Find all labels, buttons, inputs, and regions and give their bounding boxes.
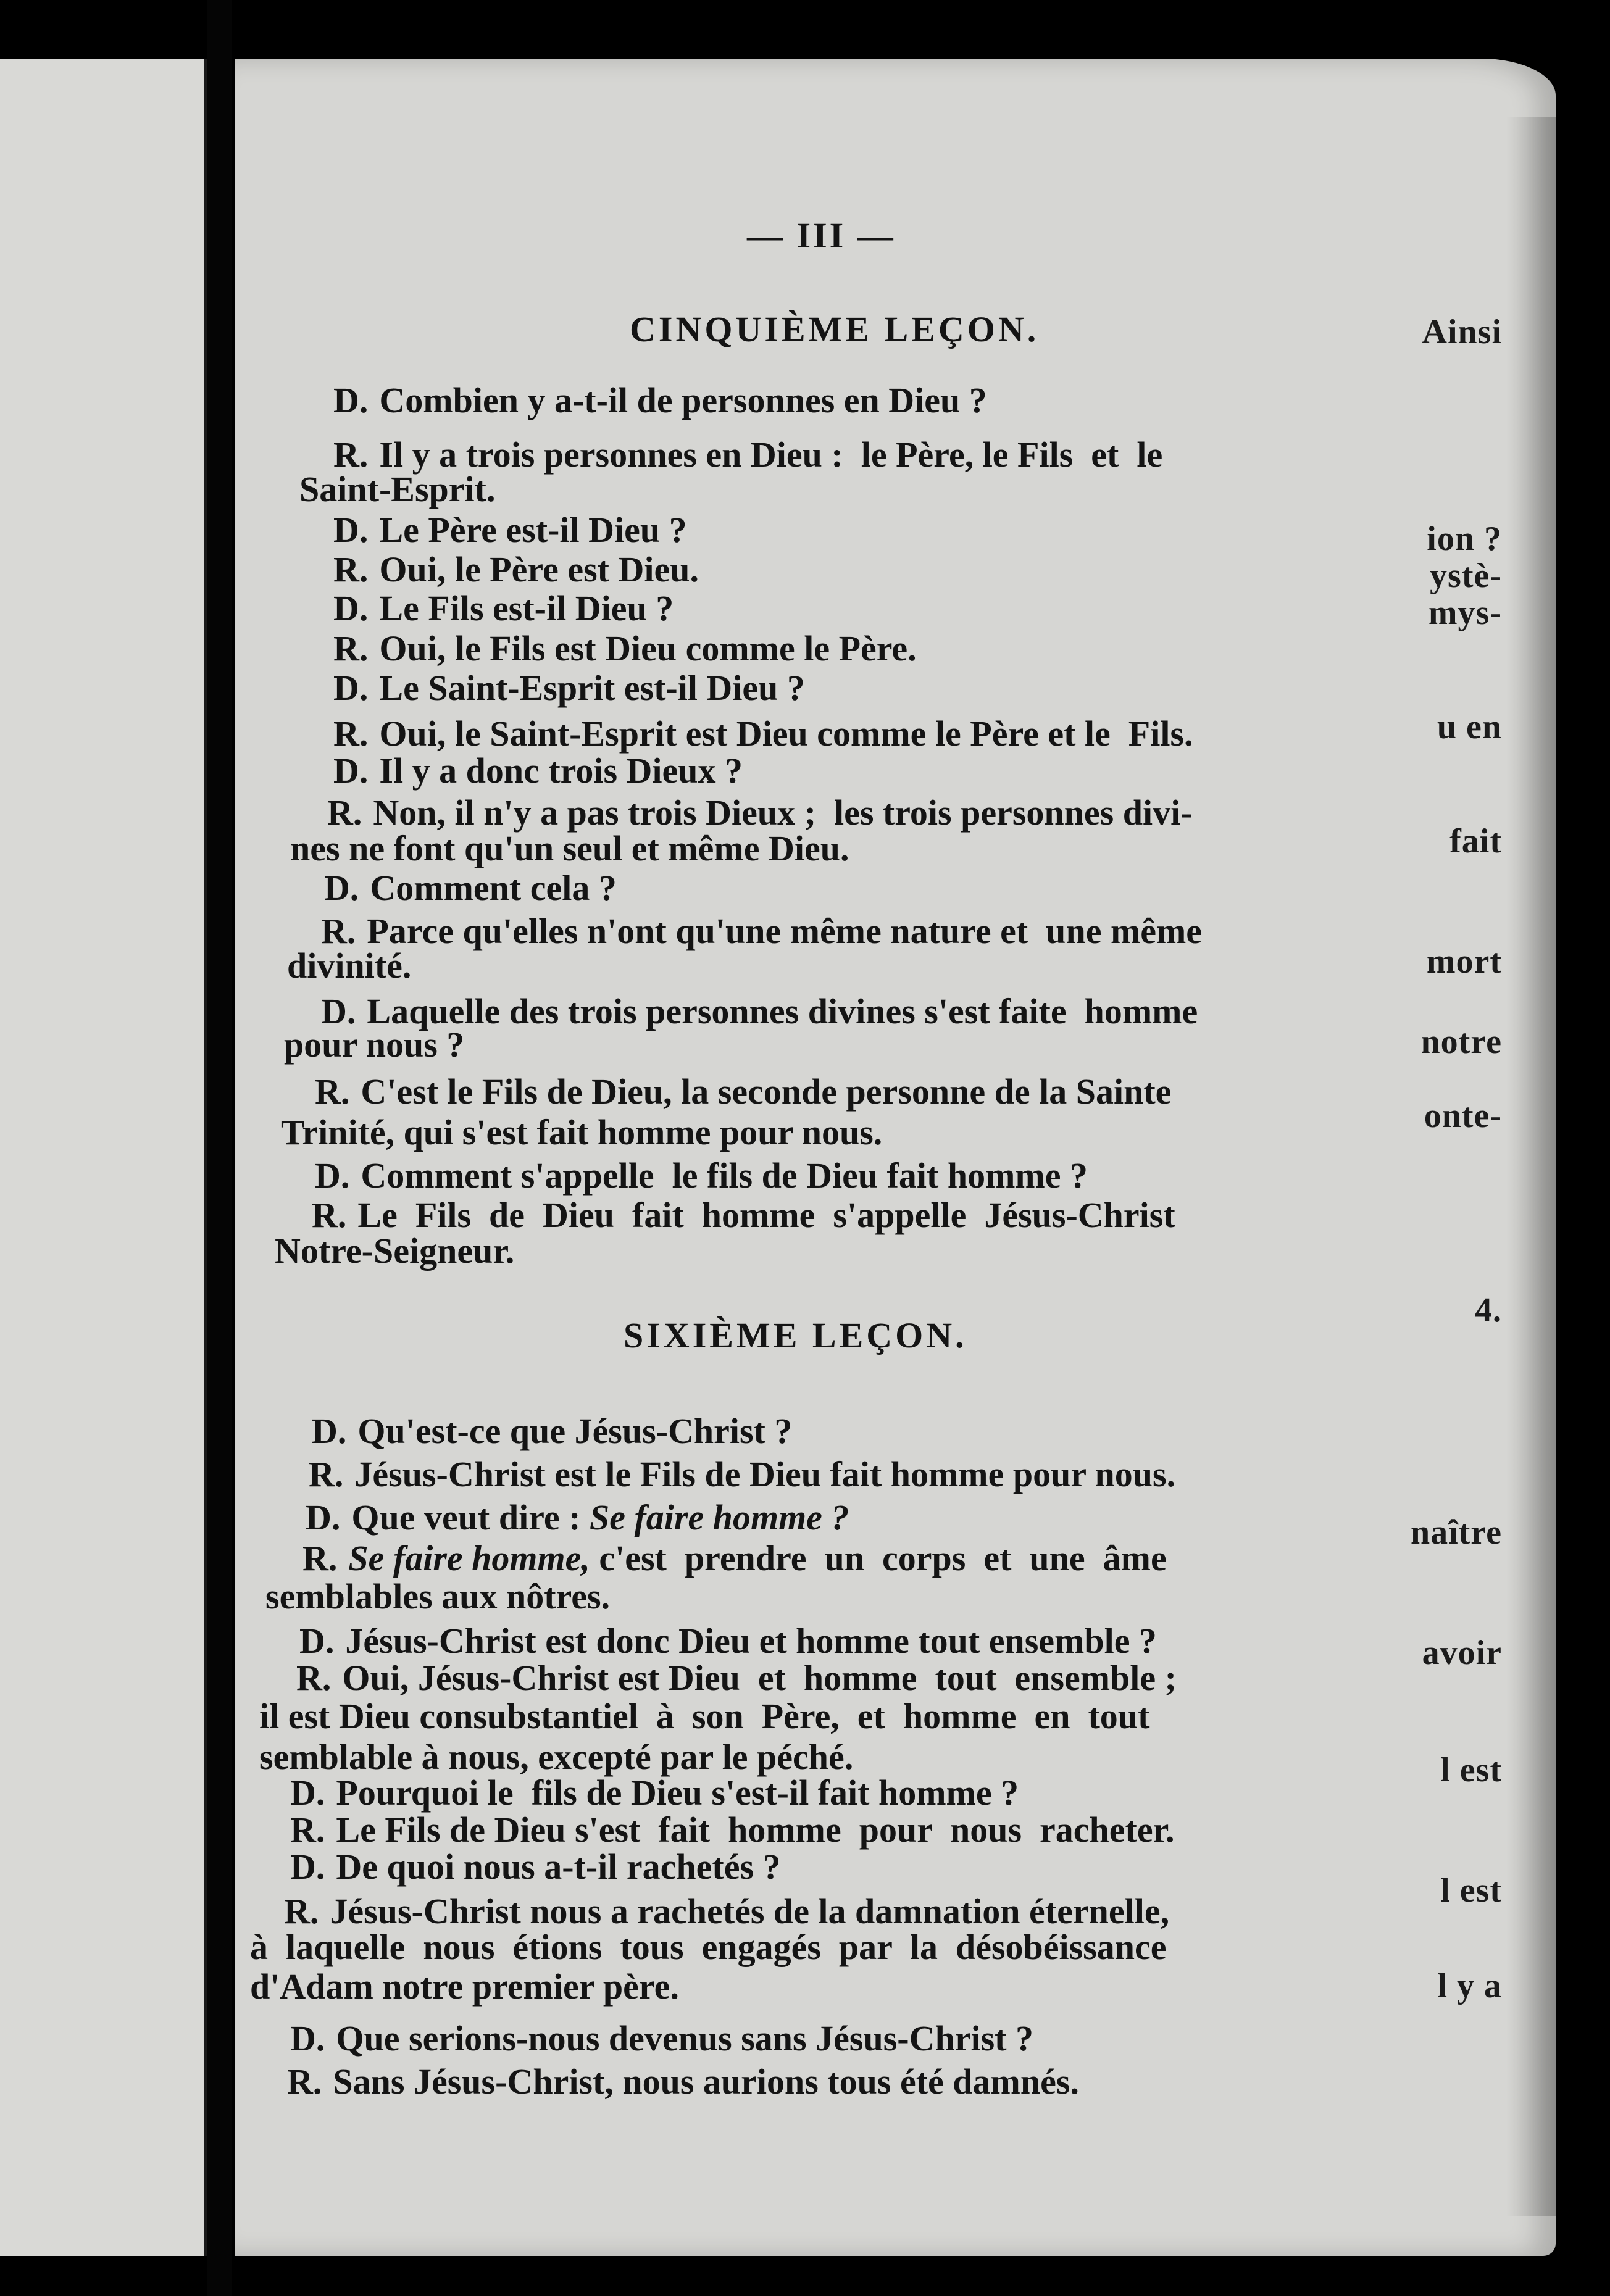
catechism-line	[265, 1576, 611, 1616]
catechism-line	[333, 437, 1162, 473]
line-text: Que serions-nous devenus sans Jésus-Christ ?	[336, 2018, 1033, 2058]
left-page-fragment: notre	[1420, 1023, 1502, 1061]
line-text: Sans Jésus-Christ, nous aurions tous été damnés.	[333, 2061, 1079, 2102]
line-text: Il y a donc trois Dieux ?	[379, 751, 743, 791]
catechism-line	[309, 1454, 1176, 1494]
line-label: R.	[290, 1810, 325, 1850]
catechism-line	[290, 1775, 1019, 1811]
line-text: Notre-Seigneur.	[275, 1231, 515, 1271]
line-text: Oui, le Père est Dieu.	[379, 549, 699, 589]
line-label: D.	[321, 991, 356, 1031]
catechism-line	[290, 1812, 1175, 1848]
line-label: R.	[327, 792, 362, 833]
lesson-title: CINQUIÈME LEÇON.	[630, 309, 1040, 349]
catechism-line	[281, 1112, 883, 1152]
left-page-fragment: onte-	[1424, 1097, 1502, 1135]
line-label: R.	[309, 1454, 344, 1494]
catechism-line	[290, 2018, 1033, 2058]
line-label: D.	[290, 1773, 325, 1813]
catechism-line	[299, 469, 496, 509]
line-label: D.	[306, 1497, 341, 1537]
left-page-fragment: mys-	[1428, 594, 1502, 632]
catechism-line	[284, 1027, 464, 1063]
catechism-line	[250, 1929, 1167, 1965]
line-label: D.	[333, 751, 369, 791]
line-text: De quoi nous a-t-il rachetés ?	[336, 1847, 781, 1887]
catechism-line	[259, 1739, 853, 1775]
lesson-title: SIXIÈME LEÇON.	[624, 1315, 967, 1355]
line-label: D.	[333, 510, 369, 550]
line-text: à laquelle nous étions tous engagés par la désobéissance	[250, 1927, 1167, 1967]
line-text: Le Fils de Dieu s'est fait homme pour nous racheter.	[336, 1810, 1175, 1850]
catechism-line	[333, 549, 699, 589]
catechism-line	[312, 1197, 1175, 1233]
catechism-line	[290, 1849, 781, 1885]
left-page-fragment: l est	[1440, 1751, 1502, 1789]
left-page-fragment: 4.	[1475, 1291, 1502, 1329]
left-page-fragment: Ainsi	[1422, 313, 1502, 351]
line-italic: Se faire homme ?	[589, 1497, 849, 1537]
left-page-fragment: ion ?	[1427, 520, 1502, 558]
catechism-line	[324, 870, 617, 906]
line-label: R.	[302, 1538, 338, 1578]
line-text: c'est prendre un corps et une âme	[590, 1538, 1167, 1578]
catechism-line	[296, 1660, 1177, 1696]
catechism-line	[315, 1155, 1088, 1196]
line-italic-lead: Se faire homme,	[348, 1538, 590, 1578]
catechism-line	[275, 1233, 514, 1269]
line-label: R.	[315, 1071, 350, 1112]
catechism-line	[333, 380, 987, 420]
line-label: R.	[287, 2061, 322, 2102]
line-label: D.	[299, 1621, 335, 1661]
catechism-line	[287, 2061, 1079, 2102]
line-text: C'est le Fils de Dieu, la seconde personne de la Sainte	[361, 1071, 1172, 1112]
catechism-line	[333, 753, 743, 789]
line-text: semblables aux nôtres.	[265, 1576, 611, 1616]
line-label: D.	[333, 380, 369, 420]
line-label: D.	[333, 668, 369, 708]
left-page-fragment: l y a	[1437, 1967, 1502, 2005]
line-label: R.	[284, 1891, 319, 1931]
line-label: R.	[333, 549, 369, 589]
line-text: Qu'est-ce que Jésus-Christ ?	[357, 1411, 793, 1451]
line-text: Oui, le Fils est Dieu comme le Père.	[379, 628, 917, 668]
line-label: D.	[312, 1411, 347, 1451]
catechism-line	[299, 1623, 1157, 1659]
book-gutter	[207, 0, 232, 2296]
catechism-line	[333, 713, 1193, 754]
line-label: R.	[333, 435, 369, 475]
line-label: D.	[333, 588, 369, 628]
line-text: Il y a trois personnes en Dieu : le Père, le Fils et le	[379, 435, 1163, 475]
line-text: Pourquoi le fils de Dieu s'est-il fait homme ?	[336, 1773, 1019, 1813]
left-page-fragment: l est	[1440, 1871, 1502, 1910]
line-text: Jésus-Christ est le Fils de Dieu fait homme pour nous.	[354, 1454, 1176, 1494]
catechism-line	[333, 670, 805, 706]
line-text: Laquelle des trois personnes divines s'est faite homme	[367, 991, 1198, 1031]
catechism-line	[333, 588, 674, 628]
line-label: R.	[296, 1658, 332, 1698]
catechism-line	[315, 1071, 1172, 1112]
line-label: D.	[290, 1847, 325, 1887]
catechism-line	[287, 948, 411, 984]
left-page-fragment: avoir	[1422, 1634, 1502, 1672]
line-text: Combien y a-t-il de personnes en Dieu ?	[379, 380, 987, 420]
line-text: Oui, Jésus-Christ est Dieu et homme tout ensemble ;	[342, 1658, 1177, 1698]
line-label: R.	[312, 1195, 347, 1235]
line-text: d'Adam notre premier père.	[250, 1966, 679, 2007]
line-text: Jésus-Christ est donc Dieu et homme tout ensemble ?	[345, 1621, 1157, 1661]
facing-page-left	[0, 59, 207, 2256]
left-page-fragment: fait	[1449, 822, 1502, 860]
line-text: Le Fils de Dieu fait homme s'appelle Jésus-Christ	[357, 1195, 1175, 1235]
left-page-fragment: mort	[1426, 942, 1502, 981]
line-text: il est Dieu consubstantiel à son Père, et homme en tout	[259, 1696, 1150, 1736]
line-text: Que veut dire :	[351, 1497, 590, 1537]
catechism-line	[259, 1696, 1150, 1736]
line-text: Comment cela ?	[370, 868, 617, 908]
line-label: D.	[290, 2018, 325, 2058]
left-page-fragment: naître	[1410, 1513, 1502, 1552]
line-text: Non, il n'y a pas trois Dieux ; les trois personnes divi-	[373, 792, 1193, 833]
line-label: R.	[333, 628, 369, 668]
line-text: pour nous ?	[284, 1025, 465, 1065]
line-text: Le Père est-il Dieu ?	[379, 510, 687, 550]
line-label: D.	[315, 1155, 350, 1196]
line-label: R.	[321, 911, 356, 951]
line-text: divinité.	[287, 946, 412, 986]
line-text: Parce qu'elles n'ont qu'une même nature et une même	[367, 911, 1203, 951]
line-text: Jésus-Christ nous a rachetés de la damnation éternelle,	[330, 1891, 1170, 1931]
catechism-line	[321, 913, 1202, 949]
left-page-fragment: ystè-	[1430, 557, 1502, 595]
line-text: Comment s'appelle le fils de Dieu fait homme ?	[361, 1155, 1088, 1196]
catechism-line	[312, 1413, 792, 1449]
catechism-line	[333, 628, 917, 668]
line-label: R.	[333, 713, 369, 754]
left-page-fragment: u en	[1437, 708, 1502, 746]
line-text: Le Fils est-il Dieu ?	[379, 588, 674, 628]
line-text: nes ne font qu'un seul et même Dieu.	[290, 828, 849, 868]
catechism-line	[250, 1966, 679, 2007]
line-text: semblable à nous, excepté par le péché.	[259, 1737, 854, 1777]
catechism-line	[327, 792, 1193, 833]
line-text: Oui, le Saint-Esprit est Dieu comme le Père et le Fils.	[379, 713, 1193, 754]
catechism-line	[333, 512, 687, 548]
catechism-line	[290, 828, 849, 868]
page-number: — III —	[747, 215, 896, 256]
line-text: Saint-Esprit.	[299, 469, 496, 509]
catechism-line	[284, 1891, 1170, 1931]
line-text: Le Saint-Esprit est-il Dieu ?	[379, 668, 805, 708]
catechism-line	[302, 1538, 1167, 1578]
line-text: Trinité, qui s'est fait homme pour nous.	[281, 1112, 883, 1152]
catechism-line	[306, 1497, 849, 1537]
line-label: D.	[324, 868, 359, 908]
